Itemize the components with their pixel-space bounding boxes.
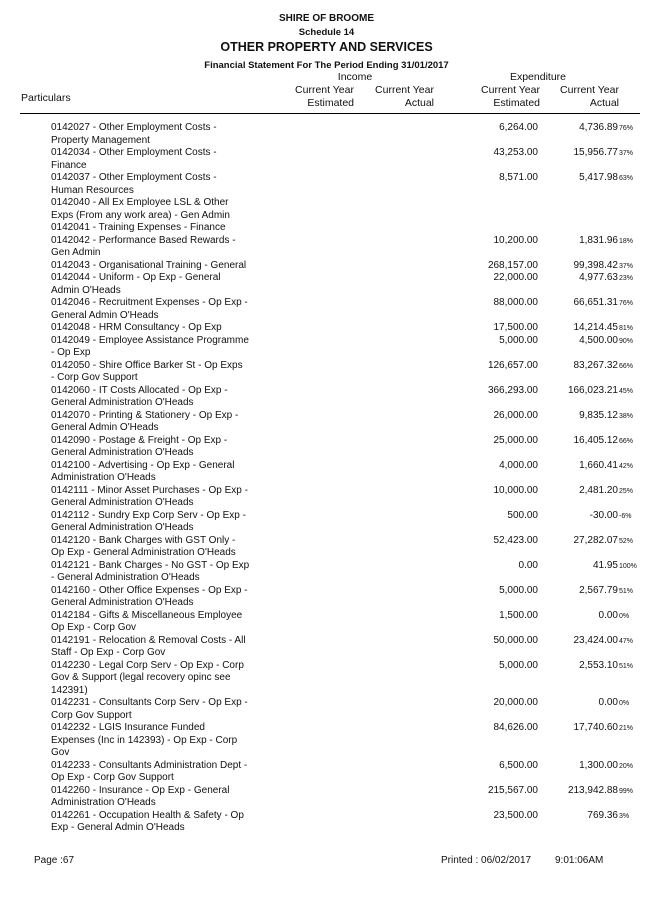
income-group-header: Income xyxy=(337,71,373,83)
exp-estimated-value: 84,626.00 xyxy=(493,722,538,733)
row-description xyxy=(51,385,251,410)
exp-estimated-value: 0.00 xyxy=(518,559,538,571)
exp-actual-value: 1,831.96 xyxy=(579,234,618,246)
percent-value: 20% xyxy=(619,762,634,770)
row-description-line: 0142111 - Minor Asset Purchases - Op Exp - xyxy=(51,484,248,496)
exp-actual-value: 83,267.32 xyxy=(573,359,618,371)
percent-value: -6% xyxy=(619,512,632,520)
row-description-line: Admin O'Heads xyxy=(51,284,121,296)
income-actual-header-line1: Current Year xyxy=(375,84,434,96)
exp-actual-value: 23,424.00 xyxy=(573,634,618,646)
exp-estimated-header-line2: Estimated xyxy=(493,97,540,109)
org-name: SHIRE OF BROOME xyxy=(278,13,374,24)
percent-value: 21% xyxy=(619,725,634,732)
row-description-line: Gov & Support (legal recovery opinc see xyxy=(51,672,231,683)
exp-actual-value: 4,500.00 xyxy=(579,334,618,346)
table-row xyxy=(0,810,653,835)
row-description-line: 0142070 - Printing & Stationery - Op Exp - xyxy=(51,409,239,421)
exp-actual-value: 15,956.77 xyxy=(573,147,618,158)
table-row xyxy=(0,435,653,460)
row-description-line: General Administration O'Heads xyxy=(51,522,194,533)
row-description-line: Expenses (Inc in 142393) - Op Exp - Corp xyxy=(51,734,238,746)
percent-value: 37% xyxy=(619,150,634,157)
percent-value: 66% xyxy=(619,437,634,445)
exp-actual-value: 0.00 xyxy=(598,697,618,708)
exp-actual-header-line1: Current Year xyxy=(560,84,619,96)
table-row xyxy=(0,535,653,560)
exp-estimated-value: 126,657.00 xyxy=(487,359,538,371)
row-description-line: 0142040 - All Ex Employee LSL & Other xyxy=(51,197,229,208)
row-description-line: 0142160 - Other Office Expenses - Op Exp - xyxy=(51,584,248,596)
row-description-line: 0142260 - Insurance - Op Exp - General xyxy=(51,784,230,796)
row-description-line: 0142060 - IT Costs Allocated - Op Exp - xyxy=(51,384,228,396)
percent-value: 38% xyxy=(619,412,634,420)
table-row xyxy=(0,322,653,335)
exp-actual-value: 166,023.21 xyxy=(567,384,618,396)
row-description-line: 0142233 - Consultants Administration Dept - xyxy=(51,759,248,771)
row-description-line: 0142232 - LGIS Insurance Funded xyxy=(51,722,205,733)
exp-actual-value: 4,736.89 xyxy=(579,122,618,133)
table-row xyxy=(0,147,653,172)
row-description-line: Administration O'Heads xyxy=(51,472,156,483)
exp-actual-value: 27,282.07 xyxy=(573,534,618,546)
row-description xyxy=(51,560,251,585)
row-description-line: 0142121 - Bank Charges - No GST - Op Exp xyxy=(51,559,250,571)
row-description-line: 0142037 - Other Employment Costs - xyxy=(51,172,217,183)
row-description xyxy=(51,322,251,335)
exp-actual-value: 17,740.60 xyxy=(573,722,618,733)
exp-estimated-value: 4,000.00 xyxy=(499,459,538,471)
table-row xyxy=(0,785,653,810)
table-row xyxy=(0,297,653,322)
header-divider xyxy=(20,113,640,114)
row-description-line: 0142050 - Shire Office Barker St - Op Exps xyxy=(51,359,243,371)
exp-estimated-value: 500.00 xyxy=(507,509,538,521)
row-description xyxy=(51,722,251,760)
row-description-line: 0142027 - Other Employment Costs - xyxy=(51,122,217,133)
printed-time: 9:01:06AM xyxy=(555,855,604,866)
exp-estimated-value: 20,000.00 xyxy=(493,697,538,708)
row-description-line: Staff - Op Exp - Corp Gov xyxy=(51,647,166,658)
exp-estimated-value: 10,200.00 xyxy=(493,234,538,246)
row-description-line: 0142191 - Relocation & Removal Costs - All xyxy=(51,634,246,646)
row-description xyxy=(51,197,251,222)
row-description-line: 0142184 - Gifts & Miscellaneous Employee xyxy=(51,609,243,621)
table-row xyxy=(0,385,653,410)
row-description xyxy=(51,222,251,235)
row-description-line: General Admin O'Heads xyxy=(51,422,159,433)
percent-value: 63% xyxy=(619,175,634,182)
exp-actual-value: 213,942.88 xyxy=(567,784,618,796)
row-description xyxy=(51,360,251,385)
exp-actual-value: 66,651.31 xyxy=(573,297,618,308)
exp-actual-value: 99,398.42 xyxy=(573,259,618,271)
row-description-line: Human Resources xyxy=(51,184,134,196)
percent-value: 47% xyxy=(619,637,634,645)
percent-value: 37% xyxy=(619,262,634,270)
row-description-line: Administration O'Heads xyxy=(51,797,156,808)
exp-estimated-value: 366,293.00 xyxy=(487,384,538,396)
row-description-line: Exp - General Admin O'Heads xyxy=(51,822,185,833)
table-row xyxy=(0,260,653,273)
table-row xyxy=(0,122,653,147)
row-description-line: 0142100 - Advertising - Op Exp - General xyxy=(51,459,235,471)
exp-estimated-value: 26,000.00 xyxy=(493,409,538,421)
row-description-line: General Administration O'Heads xyxy=(51,397,194,408)
exp-actual-value: 9,835.12 xyxy=(579,409,618,421)
row-description-line: 0142042 - Performance Based Rewards - xyxy=(51,234,236,246)
exp-estimated-value: 8,571.00 xyxy=(499,172,538,183)
row-description-line: General Administration O'Heads xyxy=(51,597,194,608)
row-description xyxy=(51,122,251,147)
exp-estimated-value: 88,000.00 xyxy=(493,297,538,308)
row-description-line: - Op Exp xyxy=(51,347,91,358)
percent-value: 90% xyxy=(619,337,634,345)
table-row xyxy=(0,485,653,510)
table-row xyxy=(0,697,653,722)
percent-value: 3% xyxy=(619,812,630,820)
exp-estimated-value: 215,567.00 xyxy=(487,784,538,796)
income-estimated-header-line1: Current Year xyxy=(295,84,354,96)
row-description xyxy=(51,785,251,810)
percent-value: 18% xyxy=(619,237,634,245)
row-description xyxy=(51,435,251,460)
row-description-line: 0142120 - Bank Charges with GST Only - xyxy=(51,534,236,546)
row-description xyxy=(51,260,251,273)
row-description xyxy=(51,535,251,560)
table-row xyxy=(0,635,653,660)
income-estimated-header xyxy=(290,84,354,110)
percent-value: 45% xyxy=(619,387,634,395)
table-row xyxy=(0,410,653,435)
row-description-line: Corp Gov Support xyxy=(51,709,132,721)
exp-actual-value: 4,977.63 xyxy=(579,272,618,283)
exp-estimated-value: 10,000.00 xyxy=(493,484,538,496)
table-row xyxy=(0,460,653,485)
row-description xyxy=(51,660,251,698)
table-row xyxy=(0,272,653,297)
exp-estimated-value: 25,000.00 xyxy=(493,434,538,446)
account-rows xyxy=(0,122,653,835)
row-description xyxy=(51,485,251,510)
exp-actual-value: 16,405.12 xyxy=(573,434,618,446)
table-row xyxy=(0,760,653,785)
exp-actual-value: 2,553.10 xyxy=(579,659,618,671)
row-description-line: Op Exp - General Administration O'Heads xyxy=(51,547,236,558)
exp-estimated-header xyxy=(476,84,540,110)
percent-value: 76% xyxy=(619,125,634,132)
row-description-line: General Administration O'Heads xyxy=(51,497,194,508)
percent-value: 100% xyxy=(619,562,637,570)
row-description xyxy=(51,147,251,172)
row-description-line: - General Administration O'Heads xyxy=(51,572,200,583)
row-description xyxy=(51,410,251,435)
exp-actual-value: 1,300.00 xyxy=(579,759,618,771)
exp-estimated-value: 5,000.00 xyxy=(499,659,538,671)
income-actual-header-line2: Actual xyxy=(404,97,434,109)
expenditure-group-header: Expenditure xyxy=(509,71,567,83)
percent-value: 0% xyxy=(619,612,630,620)
row-description-line: General Admin O'Heads xyxy=(51,309,159,321)
printed-date: Printed : 06/02/2017 xyxy=(441,855,532,866)
row-description-line: 0142231 - Consultants Corp Serv - Op Exp - xyxy=(51,697,248,708)
exp-actual-value: 1,660.41 xyxy=(579,459,618,471)
row-description-line: 0142044 - Uniform - Op Exp - General xyxy=(51,272,221,283)
row-description xyxy=(51,172,251,197)
table-row xyxy=(0,510,653,535)
row-description xyxy=(51,760,251,785)
exp-estimated-value: 6,264.00 xyxy=(499,122,538,133)
exp-estimated-value: 268,157.00 xyxy=(487,259,538,271)
row-description xyxy=(51,635,251,660)
exp-actual-header xyxy=(555,84,619,110)
row-description-line: 0142261 - Occupation Health & Safety - Op xyxy=(51,809,244,821)
row-description xyxy=(51,235,251,260)
row-description xyxy=(51,810,251,835)
percent-value: 51% xyxy=(619,587,634,595)
row-description-line: Finance xyxy=(51,159,87,171)
table-row xyxy=(0,722,653,760)
row-description-line: 0142090 - Postage & Freight - Op Exp - xyxy=(51,434,228,446)
exp-estimated-value: 6,500.00 xyxy=(499,759,538,771)
exp-actual-value: 2,481.20 xyxy=(579,484,618,496)
row-description-line: 0142034 - Other Employment Costs - xyxy=(51,147,217,158)
percent-value: 52% xyxy=(619,537,634,545)
exp-estimated-value: 17,500.00 xyxy=(493,322,538,333)
table-row xyxy=(0,560,653,585)
row-description-line: General Administration O'Heads xyxy=(51,447,194,458)
exp-actual-value: 41.95 xyxy=(592,559,618,571)
row-description-line: - Corp Gov Support xyxy=(51,372,138,383)
exp-actual-header-line2: Actual xyxy=(589,97,619,109)
row-description xyxy=(51,272,251,297)
row-description-line: 0142230 - Legal Corp Serv - Op Exp - Corp xyxy=(51,659,244,671)
row-description-line: Gov xyxy=(51,747,70,758)
row-description-line: 0142112 - Sundry Exp Corp Serv - Op Exp - xyxy=(51,509,246,521)
row-description-line: Property Management xyxy=(51,134,150,146)
row-description-line: 0142043 - Organisational Training - General xyxy=(51,259,247,271)
exp-estimated-value: 5,000.00 xyxy=(499,334,538,346)
row-description xyxy=(51,510,251,535)
report-title: OTHER PROPERTY AND SERVICES xyxy=(220,40,433,54)
percent-value: 25% xyxy=(619,487,634,495)
table-row xyxy=(0,197,653,222)
percent-value: 76% xyxy=(619,300,634,307)
row-description-line: 142391) xyxy=(51,684,88,696)
row-description-line: 0142049 - Employee Assistance Programme xyxy=(51,334,249,346)
particulars-header: Particulars xyxy=(21,92,71,104)
table-row xyxy=(0,610,653,635)
table-row xyxy=(0,235,653,260)
exp-estimated-header-line1: Current Year xyxy=(481,84,540,96)
exp-estimated-value: 22,000.00 xyxy=(493,272,538,283)
row-description xyxy=(51,610,251,635)
percent-value: 42% xyxy=(619,462,634,470)
percent-value: 81% xyxy=(619,325,634,332)
income-estimated-header-line2: Estimated xyxy=(307,97,354,109)
row-description xyxy=(51,335,251,360)
exp-estimated-value: 23,500.00 xyxy=(493,809,538,821)
row-description xyxy=(51,297,251,322)
row-description-line: 0142046 - Recruitment Expenses - Op Exp - xyxy=(51,297,248,308)
row-description-line: 0142048 - HRM Consultancy - Op Exp xyxy=(51,322,222,333)
percent-value: 99% xyxy=(619,787,634,795)
exp-actual-value: 0.00 xyxy=(598,609,618,621)
table-row xyxy=(0,172,653,197)
exp-estimated-value: 5,000.00 xyxy=(499,584,538,596)
table-row xyxy=(0,360,653,385)
table-row xyxy=(0,335,653,360)
percent-value: 23% xyxy=(619,275,634,282)
row-description xyxy=(51,460,251,485)
row-description-line: Op Exp - Corp Gov Support xyxy=(51,772,174,783)
row-description xyxy=(51,585,251,610)
exp-actual-value: 5,417.98 xyxy=(579,172,618,183)
report-subtitle: Financial Statement For The Period Ending 31/01/2017 xyxy=(204,60,449,71)
row-description-line: Op Exp - Corp Gov xyxy=(51,622,137,633)
exp-estimated-value: 43,253.00 xyxy=(493,147,538,158)
percent-value: 51% xyxy=(619,662,634,670)
table-row xyxy=(0,660,653,698)
row-description-line: 0142041 - Training Expenses - Finance xyxy=(51,222,226,233)
row-description xyxy=(51,697,251,722)
table-row xyxy=(0,585,653,610)
row-description-line: Gen Admin xyxy=(51,247,101,258)
exp-estimated-value: 1,500.00 xyxy=(499,609,538,621)
exp-estimated-value: 52,423.00 xyxy=(493,534,538,546)
percent-value: 66% xyxy=(619,362,634,370)
exp-actual-value: 2,567.79 xyxy=(579,584,618,596)
schedule-label: Schedule 14 xyxy=(298,27,355,38)
exp-actual-value: 769.36 xyxy=(587,809,618,821)
page-number: Page :67 xyxy=(34,855,75,866)
exp-estimated-value: 50,000.00 xyxy=(493,634,538,646)
table-row xyxy=(0,222,653,235)
percent-value: 0% xyxy=(619,700,630,707)
row-description-line: Exps (From any work area) - Gen Admin xyxy=(51,209,230,221)
exp-actual-value: -30.00 xyxy=(589,509,618,521)
income-actual-header xyxy=(370,84,434,110)
exp-actual-value: 14,214.45 xyxy=(573,322,618,333)
